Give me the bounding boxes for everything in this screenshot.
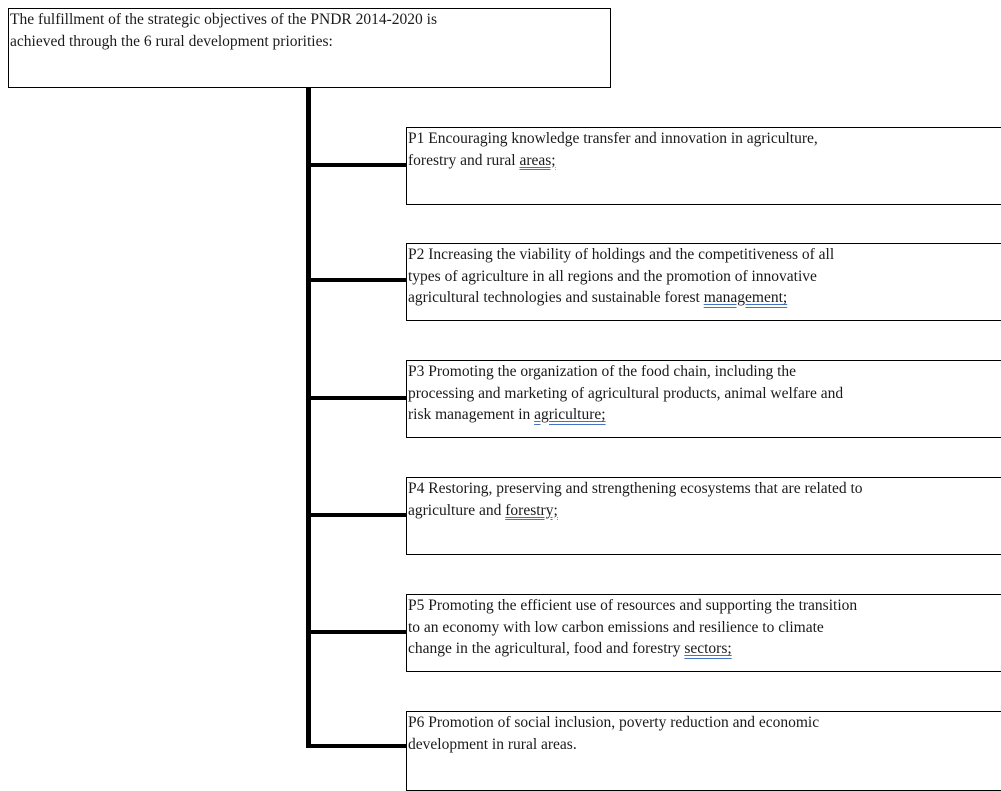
connector-branch-p2 xyxy=(306,278,407,282)
root-line-2: achieved through the 6 rural development priorities: xyxy=(10,32,333,50)
p2-line-2: types of agriculture in all regions and the promotion of innovative xyxy=(408,267,817,285)
p2-line-3 xyxy=(408,287,1001,309)
p6-line-1: P6 Promotion of social inclusion, poverty reduction and economic xyxy=(408,714,820,731)
p6-line-2: development in rural areas. xyxy=(408,735,577,753)
p5-line-3 xyxy=(408,638,1001,660)
p3-line-3 xyxy=(408,404,1001,426)
p3-underlined-word: agriculture; xyxy=(534,406,606,423)
p2-line-1: P2 Increasing the viability of holdings and the competitiveness of all xyxy=(408,246,835,263)
p3-line-2: processing and marketing of agricultural products, animal welfare and xyxy=(408,384,844,402)
p2-underlined-word: management; xyxy=(703,289,788,306)
p5-line-1: P5 Promoting the efficient use of resources and supporting the transition xyxy=(408,597,858,614)
root-line-1: The fulfillment of the strategic objectives of the PNDR 2014-2020 is xyxy=(10,11,438,28)
connector-trunk xyxy=(306,88,311,748)
priority-box-p3 xyxy=(406,360,1001,438)
p4-line-2 xyxy=(408,500,1001,522)
priority-box-p1 xyxy=(406,127,1001,205)
p5-underlined-word: sectors; xyxy=(684,640,732,657)
p1-line-2-text: forestry and rural xyxy=(408,151,520,169)
connector-branch-p6 xyxy=(306,744,407,748)
p3-line-1: P3 Promoting the organization of the food chain, including the xyxy=(408,363,797,380)
p5-line-3-text: change in the agricultural, food and forestry xyxy=(408,640,685,657)
connector-branch-p5 xyxy=(306,630,407,634)
root-objectives-box xyxy=(8,8,611,88)
connector-branch-p3 xyxy=(306,396,407,400)
p4-line-2-text: agriculture and xyxy=(408,501,506,519)
priority-box-p6 xyxy=(406,711,1001,791)
p3-line-3-text: risk management in xyxy=(408,406,535,423)
p4-underlined-word: forestry; xyxy=(505,501,558,519)
p5-line-2: to an economy with low carbon emissions and resilience to climate xyxy=(408,618,824,636)
p1-line-2 xyxy=(408,150,1001,172)
connector-branch-p1 xyxy=(306,163,407,167)
p2-line-3-text: agricultural technologies and sustainable forest xyxy=(408,289,704,306)
priority-box-p4 xyxy=(406,477,1001,555)
connector-branch-p4 xyxy=(306,513,407,517)
p1-line-1: P1 Encouraging knowledge transfer and innovation in agriculture, xyxy=(408,130,818,147)
priority-box-p5 xyxy=(406,594,1001,672)
p4-line-1: P4 Restoring, preserving and strengthening ecosystems that are related to xyxy=(408,480,863,497)
priority-box-p2 xyxy=(406,243,1001,321)
p1-underlined-word: areas; xyxy=(519,151,556,169)
